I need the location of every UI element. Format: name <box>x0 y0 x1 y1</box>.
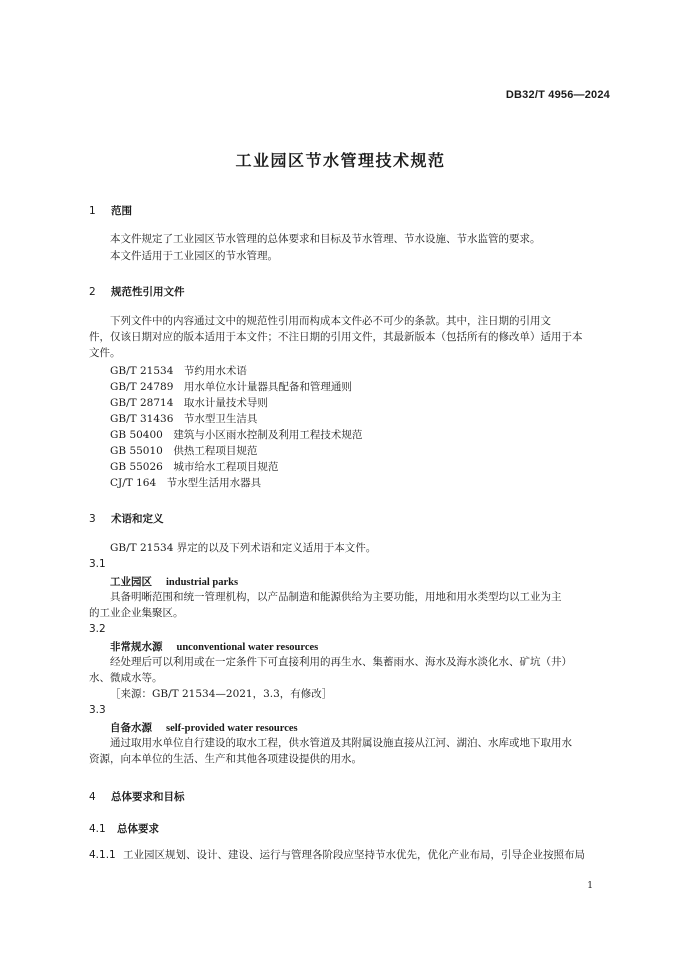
term-number: 3.3 <box>89 704 106 716</box>
term-en: self-provided water resources <box>166 723 298 734</box>
reference-item <box>110 475 261 490</box>
section-title: 范围 <box>111 205 132 217</box>
section-number: 4 <box>89 791 96 803</box>
definition-line: 通过取用水单位自行建设的取水工程，供水管道及其附属设施直接从江河、湖泊、水库或地下取用水 <box>110 737 572 749</box>
reference-item <box>110 459 278 474</box>
reference-name: 供热工程项目规范 <box>173 445 258 457</box>
paragraph-line: 件，仅该日期对应的版本适用于本文件；不注日期的引用文件，其最新版本（包括所有的修改单）适用于本 <box>89 331 583 343</box>
section-number: 3 <box>89 513 96 525</box>
section-number: 1 <box>89 205 96 217</box>
term-en: unconventional water resources <box>176 642 319 653</box>
clause-number: 4.1.1 <box>89 849 116 861</box>
reference-code: GB 55010 <box>110 445 163 457</box>
reference-code: GB/T 31436 <box>110 413 174 425</box>
section-1-heading <box>89 203 132 218</box>
term-zh: 工业园区 <box>110 576 152 588</box>
clause-item <box>89 848 585 863</box>
reference-code: GB/T 28714 <box>110 397 174 409</box>
reference-item <box>110 427 362 442</box>
reference-item <box>110 379 352 394</box>
reference-code: GB/T 24789 <box>110 381 174 393</box>
reference-item <box>110 395 268 410</box>
term-number: 3.1 <box>89 558 106 570</box>
definition-line: 经处理后可以利用或在一定条件下可直接利用的再生水、集蓄雨水、海水及海水淡化水、矿坑（井） <box>110 656 572 668</box>
definition-line: 具备明晰范围和统一管理机构，以产品制造和能源供给为主要功能，用地和用水类型均以工业为主 <box>110 591 562 603</box>
section-title: 术语和定义 <box>111 513 164 525</box>
paragraph: 本文件规定了工业园区节水管理的总体要求和目标及节水管理、节水设施、节水监管的要求。 <box>110 233 541 245</box>
term-heading <box>110 639 318 654</box>
reference-item <box>110 411 257 426</box>
term-number: 3.2 <box>89 623 106 635</box>
reference-name: 用水单位水计量器具配备和管理通则 <box>183 381 352 393</box>
subsection-number: 4.1 <box>89 823 106 835</box>
section-number: 2 <box>89 286 96 298</box>
paragraph: 本文件适用于工业园区的节水管理。 <box>110 250 278 262</box>
paragraph-line: 文件。 <box>89 347 121 359</box>
section-2-heading <box>89 284 185 299</box>
reference-item <box>110 363 247 378</box>
reference-name: 城市给水工程项目规范 <box>173 461 279 473</box>
subsection-4-1-heading <box>89 821 159 836</box>
section-4-heading <box>89 789 185 804</box>
reference-name: 建筑与小区雨水控制及利用工程技术规范 <box>173 429 363 441</box>
reference-name: 取水计量技术导则 <box>183 397 268 409</box>
clause-text: 工业园区规划、设计、建设、运行与管理各阶段应坚持节水优先，优化产业布局，引导企业按照布局 <box>123 849 585 861</box>
document-title: 工业园区节水管理技术规范 <box>235 151 446 170</box>
reference-code: GB/T 21534 <box>110 365 174 377</box>
paragraph-line: 下列文件中的内容通过文中的规范性引用而构成本文件必不可少的条款。其中，注日期的引用文 <box>110 315 551 327</box>
reference-name: 节水型生活用水器具 <box>166 477 262 489</box>
term-zh: 自备水源 <box>110 722 152 734</box>
page-number: 1 <box>587 881 593 891</box>
reference-name: 节约用水术语 <box>183 365 247 377</box>
term-en: industrial parks <box>166 577 239 588</box>
subsection-title: 总体要求 <box>117 823 159 835</box>
section-3-heading <box>89 511 164 526</box>
section-title: 规范性引用文件 <box>111 286 185 298</box>
reference-item <box>110 443 257 458</box>
reference-name: 节水型卫生洁具 <box>183 413 258 425</box>
reference-code: GB 55026 <box>110 461 163 473</box>
term-zh: 非常规水源 <box>110 641 163 653</box>
definition-line: 资源，向本单位的生活、生产和其他各项建设提供的用水。 <box>89 753 362 765</box>
section-title: 总体要求和目标 <box>111 791 185 803</box>
term-heading <box>110 720 298 735</box>
paragraph: GB/T 21534 界定的以及下列术语和定义适用于本文件。 <box>110 542 377 554</box>
definition-line: 的工业企业集聚区。 <box>89 607 184 619</box>
reference-code: CJ/T 164 <box>110 477 157 489</box>
source-note: ［来源：GB/T 21534—2021，3.3，有修改］ <box>110 688 333 700</box>
term-heading <box>110 574 238 589</box>
definition-line: 水、微咸水等。 <box>89 672 163 684</box>
document-code: DB32/T 4956—2024 <box>505 89 610 101</box>
reference-code: GB 50400 <box>110 429 163 441</box>
